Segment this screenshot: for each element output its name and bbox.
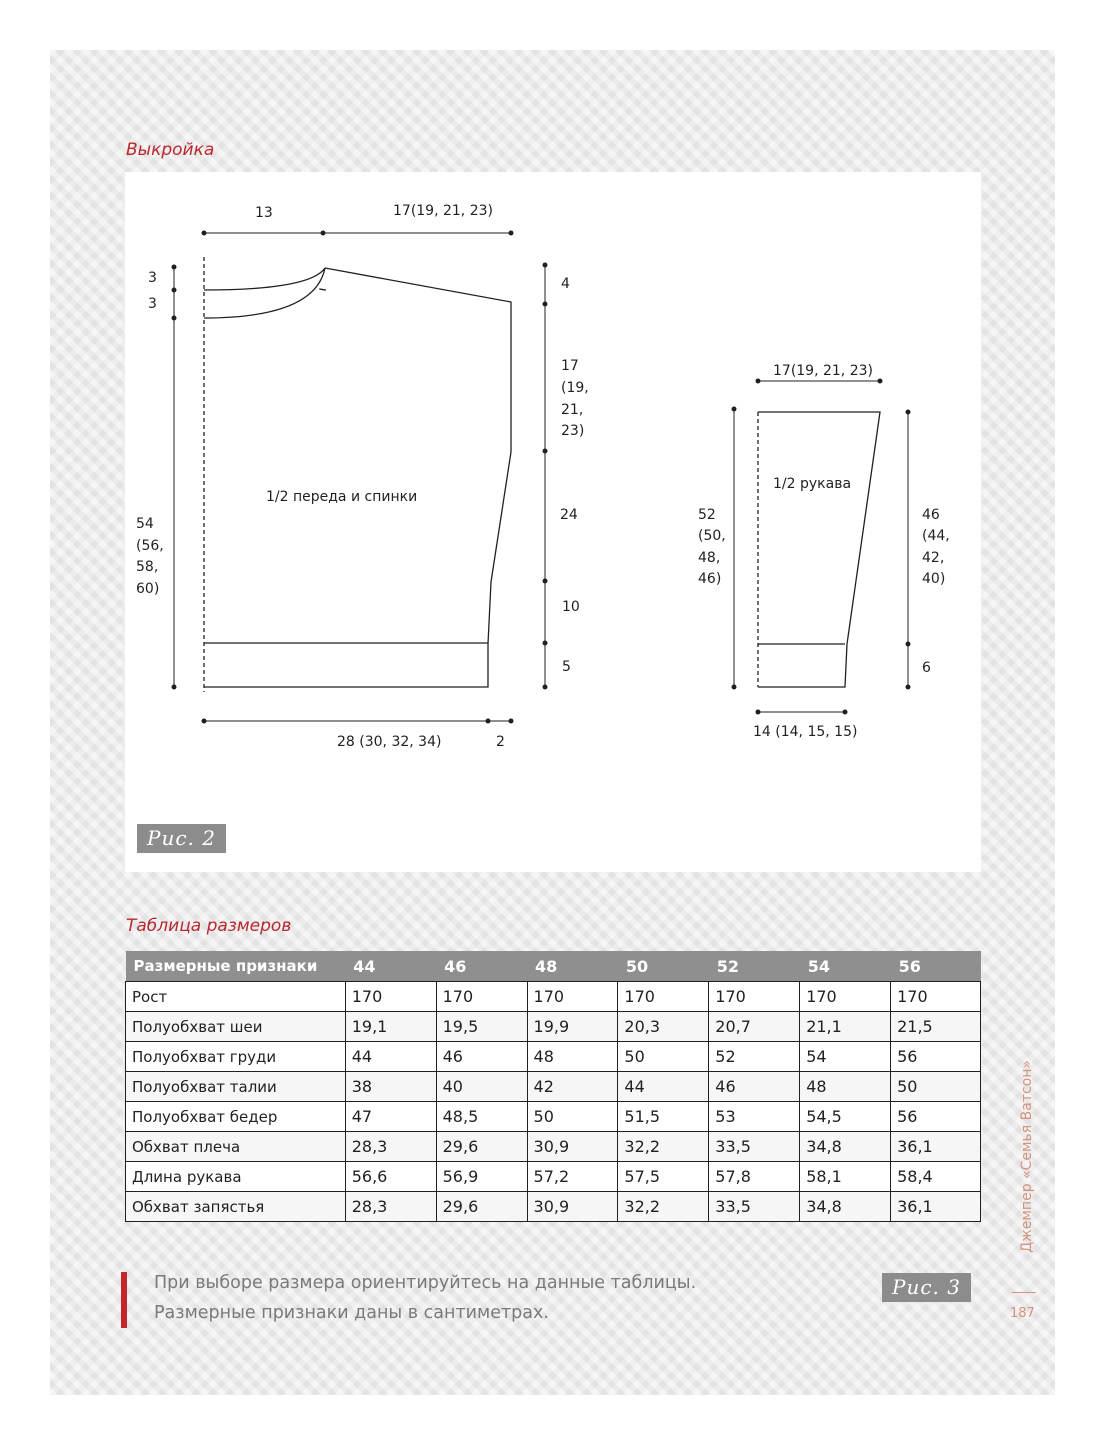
table-cell: 52 xyxy=(709,1042,800,1072)
table-header-row xyxy=(126,951,981,982)
dim-total-length-1: (56, xyxy=(136,538,164,554)
dim-total-length-3: 60) xyxy=(136,581,160,597)
table-cell: 170 xyxy=(709,982,800,1012)
table-row xyxy=(126,982,981,1012)
table-cell: 53 xyxy=(709,1102,800,1132)
body-shoulder xyxy=(204,268,511,687)
dim-sleeve-cuff: 6 xyxy=(922,660,931,676)
row-label: Полуобхват бедер xyxy=(126,1102,346,1132)
row-label: Обхват плеча xyxy=(126,1132,346,1162)
header-cell: 54 xyxy=(800,951,891,982)
dim-sleeve-length-0: 52 xyxy=(698,507,716,523)
table-cell: 56,6 xyxy=(345,1162,436,1192)
table-cell: 56 xyxy=(891,1042,981,1072)
table-cell: 33,5 xyxy=(709,1132,800,1162)
table-cell: 56 xyxy=(891,1102,981,1132)
table-cell: 48 xyxy=(527,1042,618,1072)
header-cell: Размерные признаки xyxy=(126,951,346,982)
sleeve-piece-label: 1/2 рукава xyxy=(773,476,852,492)
pattern-diagram xyxy=(125,172,981,872)
table-cell: 36,1 xyxy=(891,1192,981,1222)
dim-side-extra: 2 xyxy=(496,734,505,750)
table-cell: 47 xyxy=(345,1102,436,1132)
table-cell: 40 xyxy=(436,1072,527,1102)
dim-sleeve-length-2: 48, xyxy=(698,550,721,566)
size-table xyxy=(125,951,981,1222)
table-cell: 33,5 xyxy=(709,1192,800,1222)
dim-sleeve-side-2: 42, xyxy=(922,550,945,566)
dim-shoulder-slope: 4 xyxy=(561,276,570,292)
header-cell: 52 xyxy=(709,951,800,982)
table-cell: 57,5 xyxy=(618,1162,709,1192)
note-accent-bar xyxy=(121,1272,127,1328)
dim-sleeve-side-1: (44, xyxy=(922,528,950,544)
table-row xyxy=(126,1012,981,1042)
table-cell: 34,8 xyxy=(800,1192,891,1222)
dim-total-length-2: 58, xyxy=(136,559,159,575)
header-cell: 48 xyxy=(527,951,618,982)
table-cell: 38 xyxy=(345,1072,436,1102)
dim-neck-depth-back: 3 xyxy=(148,270,157,286)
sleeve-outline xyxy=(758,412,880,687)
dim-body-rib: 5 xyxy=(562,659,571,675)
table-cell: 50 xyxy=(618,1042,709,1072)
note-line-2: Размерные признаки даны в сантиметрах. xyxy=(154,1303,549,1323)
body-neck-back xyxy=(204,268,325,290)
dim-total-length-0: 54 xyxy=(136,516,154,532)
table-cell: 44 xyxy=(345,1042,436,1072)
size-table-heading: Таблица размеров xyxy=(126,916,292,936)
table-cell: 54,5 xyxy=(800,1102,891,1132)
table-row xyxy=(126,1162,981,1192)
table-cell: 51,5 xyxy=(618,1102,709,1132)
table-cell: 54 xyxy=(800,1042,891,1072)
table-cell: 29,6 xyxy=(436,1132,527,1162)
dim-armhole-2: 21, xyxy=(561,402,584,418)
row-label: Полуобхват талии xyxy=(126,1072,346,1102)
table-cell: 170 xyxy=(800,982,891,1012)
dim-armhole-0: 17 xyxy=(561,358,579,374)
dim-sleeve-top: 17(19, 21, 23) xyxy=(773,363,873,379)
header-cell: 44 xyxy=(345,951,436,982)
table-cell: 30,9 xyxy=(527,1192,618,1222)
table-cell: 19,5 xyxy=(436,1012,527,1042)
table-row xyxy=(126,1042,981,1072)
table-cell: 170 xyxy=(618,982,709,1012)
side-title-wrap xyxy=(1012,1060,1042,1282)
pattern-panel xyxy=(125,172,981,872)
table-cell: 32,2 xyxy=(618,1192,709,1222)
dim-sleeve-side-3: 40) xyxy=(922,571,946,587)
header-cell: 46 xyxy=(436,951,527,982)
table-cell: 34,8 xyxy=(800,1132,891,1162)
dim-side-upper: 24 xyxy=(560,507,578,523)
dim-sleeve-bottom: 14 (14, 15, 15) xyxy=(753,724,858,740)
table-cell: 170 xyxy=(436,982,527,1012)
body-piece-label: 1/2 переда и спинки xyxy=(266,489,418,505)
table-cell: 20,3 xyxy=(618,1012,709,1042)
table-cell: 21,5 xyxy=(891,1012,981,1042)
table-cell: 46 xyxy=(436,1042,527,1072)
table-cell: 170 xyxy=(891,982,981,1012)
table-cell: 44 xyxy=(618,1072,709,1102)
table-cell: 46 xyxy=(709,1072,800,1102)
dim-neck-depth-front: 3 xyxy=(148,296,157,312)
table-cell: 58,4 xyxy=(891,1162,981,1192)
table-row xyxy=(126,1192,981,1222)
table-cell: 28,3 xyxy=(345,1132,436,1162)
row-label: Полуобхват шеи xyxy=(126,1012,346,1042)
body-outline xyxy=(320,289,326,290)
dim-neck-width: 13 xyxy=(255,205,273,221)
table-cell: 50 xyxy=(527,1102,618,1132)
figure-badge-3: Рис. 3 xyxy=(882,1273,971,1302)
page-number: 187 xyxy=(1010,1306,1035,1321)
header-cell: 56 xyxy=(891,951,981,982)
table-cell: 48,5 xyxy=(436,1102,527,1132)
table-cell: 28,3 xyxy=(345,1192,436,1222)
side-title: Джемпер «Семья Ватсон» xyxy=(1019,1060,1035,1253)
row-label: Обхват запястья xyxy=(126,1192,346,1222)
header-cell: 50 xyxy=(618,951,709,982)
row-label: Рост xyxy=(126,982,346,1012)
table-cell: 19,9 xyxy=(527,1012,618,1042)
table-cell: 32,2 xyxy=(618,1132,709,1162)
table-cell: 58,1 xyxy=(800,1162,891,1192)
table-cell: 29,6 xyxy=(436,1192,527,1222)
dim-armhole-1: (19, xyxy=(561,380,589,396)
table-cell: 57,2 xyxy=(527,1162,618,1192)
table-cell: 50 xyxy=(891,1072,981,1102)
table-cell: 20,7 xyxy=(709,1012,800,1042)
dim-side-lower: 10 xyxy=(562,599,580,615)
dim-armhole-3: 23) xyxy=(561,423,585,439)
table-cell: 170 xyxy=(527,982,618,1012)
dim-half-width: 28 (30, 32, 34) xyxy=(337,734,442,750)
table-row xyxy=(126,1132,981,1162)
table-cell: 57,8 xyxy=(709,1162,800,1192)
figure-badge-2: Рис. 2 xyxy=(137,824,226,853)
row-label: Длина рукава xyxy=(126,1162,346,1192)
row-label: Полуобхват груди xyxy=(126,1042,346,1072)
table-cell: 36,1 xyxy=(891,1132,981,1162)
note-line-1: При выборе размера ориентируйтесь на данные таблицы. xyxy=(154,1273,697,1293)
table-cell: 30,9 xyxy=(527,1132,618,1162)
table-row xyxy=(126,1072,981,1102)
dim-shoulder-width: 17(19, 21, 23) xyxy=(393,203,493,219)
table-cell: 19,1 xyxy=(345,1012,436,1042)
side-rule xyxy=(1012,1292,1036,1293)
table-cell: 170 xyxy=(345,982,436,1012)
table-cell: 56,9 xyxy=(436,1162,527,1192)
dim-sleeve-length-3: 46) xyxy=(698,571,722,587)
body-neck-front xyxy=(204,268,325,318)
table-cell: 48 xyxy=(800,1072,891,1102)
table-cell: 21,1 xyxy=(800,1012,891,1042)
pattern-heading: Выкройка xyxy=(126,140,215,160)
dim-sleeve-length-1: (50, xyxy=(698,528,726,544)
table-row xyxy=(126,1102,981,1132)
table-cell: 42 xyxy=(527,1072,618,1102)
dim-sleeve-side-0: 46 xyxy=(922,507,940,523)
